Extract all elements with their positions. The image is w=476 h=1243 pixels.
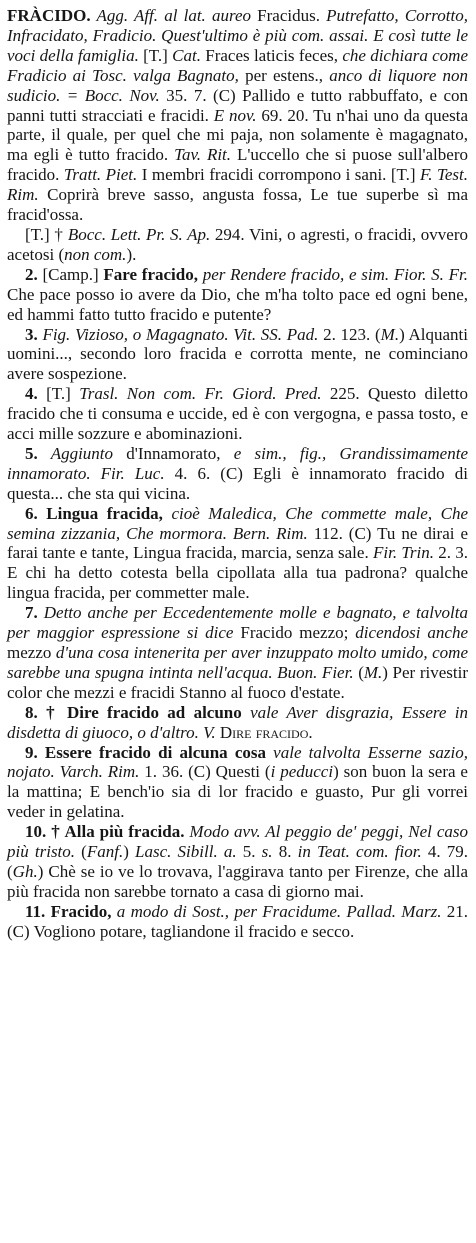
text-run: Agg. Aff. al lat. aureo xyxy=(90,6,258,25)
text-run: ( xyxy=(353,662,364,682)
text-run: Detto anche per Eccedentemente molle e bagnato, e talvolta per maggior espressione si dice xyxy=(7,603,468,643)
text-run: Dire fracido. xyxy=(215,722,313,742)
text-run: I membri fracidi corrompono i sani. [T.] xyxy=(137,165,416,185)
text-run: 4. 79. ( xyxy=(7,842,469,881)
entry-sense-5 xyxy=(7,444,468,504)
text-run: Putrefatto, Corrotto, Infracidato, Fradicio. Quest'ultimo è più com. assai. E così tutte le voci della famiglia. xyxy=(7,6,468,65)
entry-sense-2 xyxy=(7,265,468,325)
text-run: per Rendere fracido, e sim. Fior. S. Fr. xyxy=(198,264,469,284)
text-run: s. xyxy=(255,842,273,862)
text-run: i peducci xyxy=(270,762,334,782)
text-run: che dichiara come Fradicio ai Tosc. valga Bagnato, xyxy=(7,45,468,85)
text-run: 21. (C) Vogliono potare, tagliandone il fracido e secco. xyxy=(7,901,468,941)
text-run: 4. 6. (C) Egli è innamorato fracido di questa... che sta qui vicina. xyxy=(7,463,468,503)
entry-sense-7 xyxy=(7,603,468,703)
text-run: 3. xyxy=(25,324,38,344)
text-run: Tav. Rit. xyxy=(168,145,232,165)
text-run: Fracido mezzo; xyxy=(233,623,349,643)
text-run: Fir. Trin. xyxy=(368,543,434,563)
text-run: Aggiunto xyxy=(37,443,114,463)
entry-sense-8 xyxy=(7,703,468,743)
entry-sense-4 xyxy=(7,384,468,444)
text-run: 112. (C) Tu ne dirai e farai tante e tante, Lingua fracida, marcia, senza sale. xyxy=(7,523,468,563)
text-run: Fig. Vizioso, o Magagnato. Vit. SS. Pad. xyxy=(37,324,319,344)
text-run: 2. 3. E chi ha detto cotesta bella cipollata alla tua padrona? qualche lingua fracida, per commetter male. xyxy=(7,543,468,603)
text-run: Fare fracido, xyxy=(103,264,198,284)
text-run: 8. † Dire fracido ad alcuno xyxy=(25,702,242,722)
entry-sense-11 xyxy=(7,902,468,942)
text-run: Che pace posso io avere da Dio, che m'ha tolto pace ed ogni bene, ed hammi fatto tutto fracido e putente? xyxy=(7,284,468,324)
text-run: cioè Maledica, Che commette male, Che semina zizzania, Che mormora. Bern. Rim. xyxy=(7,503,468,543)
text-run: 5. xyxy=(236,842,256,862)
text-run: 10. † Alla più fracida. xyxy=(25,822,185,842)
text-run: ) xyxy=(123,842,129,862)
text-run: Lasc. Sibill. a. xyxy=(128,842,237,862)
text-run: 8. xyxy=(272,842,292,862)
text-run: in Teat. com. fior. xyxy=(291,842,422,862)
text-run: 6. Lingua fracida, xyxy=(25,503,163,523)
text-run: Modo avv. Al peggio de' peggi, Nel caso più tristo. xyxy=(7,822,468,862)
text-run: F. Test. Rim. xyxy=(7,165,468,205)
text-run: Fraces laticis feces, xyxy=(200,45,339,65)
text-run: 11. Fracido, xyxy=(25,901,112,921)
text-run: Trasl. Non com. Fr. Giord. Pred. xyxy=(79,384,322,404)
entry-sense-9 xyxy=(7,743,468,823)
entry-sense-1 xyxy=(7,225,468,265)
text-run: vale talvolta Esserne sazio, nojato. Varch. Rim. xyxy=(7,742,468,782)
text-run: per estens., xyxy=(238,65,324,85)
text-run: Cat. xyxy=(172,45,201,65)
text-run: 2. 123. ( xyxy=(318,324,381,344)
entry-headword-paragraph xyxy=(7,6,468,225)
text-run: Fracidus. xyxy=(257,6,320,25)
text-run: Tratt. Piet. xyxy=(59,165,138,185)
text-run: dicendosi anche xyxy=(348,623,469,643)
text-run: Fanf. xyxy=(86,842,124,862)
text-run: [Camp.] xyxy=(37,264,104,284)
text-run: FRÀCIDO. xyxy=(7,6,91,25)
text-run: L'uccello che si puose sull'albero fracido. xyxy=(7,145,468,185)
text-run: 7. xyxy=(25,603,38,623)
text-run: 1. 36. (C) Questi ( xyxy=(139,762,271,782)
text-run: Coprirà breve sasso, angusta fossa, Le tue superbe sì ma fracid'ossa. xyxy=(7,185,468,225)
text-run: Bocc. Lett. Pr. S. Ap. xyxy=(67,224,211,244)
text-run: M. xyxy=(363,662,383,682)
text-run: Gh. xyxy=(12,861,38,881)
entry-sense-3 xyxy=(7,325,468,385)
text-run: 2. xyxy=(25,264,38,284)
text-run: d'una cosa intenerita per aver inzuppato molto umido, come sarebbe una spugna intinta nell'acqua. Buon. Fier. xyxy=(7,643,468,682)
text-run: ). xyxy=(126,244,137,264)
text-run: 35. 7. (C) Pallido e tutto rabbuffato, e con panni tutti stracciati e fracidi. xyxy=(7,85,468,125)
text-run: [T.] † xyxy=(25,224,68,244)
text-run: non com. xyxy=(64,244,127,264)
text-run: M. xyxy=(380,324,400,344)
text-run: 4. xyxy=(25,384,38,404)
text-run: 5. xyxy=(25,443,38,463)
text-run: [T.] xyxy=(138,45,173,65)
text-run: 9. Essere fracido di alcuna cosa xyxy=(25,742,266,762)
text-run: ) Per rivestir color che mezzi e fracidi Stanno al fuoco d'estate. xyxy=(7,662,468,702)
text-run: E nov. xyxy=(208,105,257,125)
text-run: 225. Questo diletto fracido che ti consuma e uccide, ed è con vergogna, e passa tosto, e acci mille sozzure e abominazioni. xyxy=(7,384,468,444)
text-run: e sim., fig., Grandissimamente innamorato. Fir. Luc. xyxy=(7,443,468,483)
entry-sense-10 xyxy=(7,822,468,902)
text-run: 294. Vini, o agresti, o fracidi, ovvero acetosi ( xyxy=(7,224,468,264)
text-run: ( xyxy=(75,842,87,862)
text-run: ) Alquanti uomini..., secondo loro fracida e corrotta mente, ne cominciano avere sospezione. xyxy=(7,324,468,384)
text-run: mezzo xyxy=(7,643,52,662)
text-run: vale Aver disgrazia, Essere in disdetta di giuoco, o d'altro. V. xyxy=(7,702,468,742)
text-run: 69. 20. Tu n'hai uno da questa parte, il quale, per quel che mi paja, non solamente è magagnato, ma egli è tutto fracido. xyxy=(7,105,468,165)
text-run: d'Innamorato, xyxy=(113,443,221,463)
text-run: [T.] xyxy=(37,384,80,404)
text-run: anco di liquore non sudicio. = Bocc. Nov. xyxy=(7,65,468,105)
entry-sense-6 xyxy=(7,504,468,604)
text-run: a modo di Sost., per Fracidume. Pallad. Marz. xyxy=(111,901,442,921)
text-run: ) Chè se io ve lo trovava, l'aggirava tanto per Firenze, che alla più fracida non sarebbe tornato a casa di giorno mai. xyxy=(7,861,468,901)
text-run: ) son buon la sera e la mattina; E bench'io sia di lor fracido e guasto, Pur gli vorrei veder in gelatina. xyxy=(7,762,468,822)
